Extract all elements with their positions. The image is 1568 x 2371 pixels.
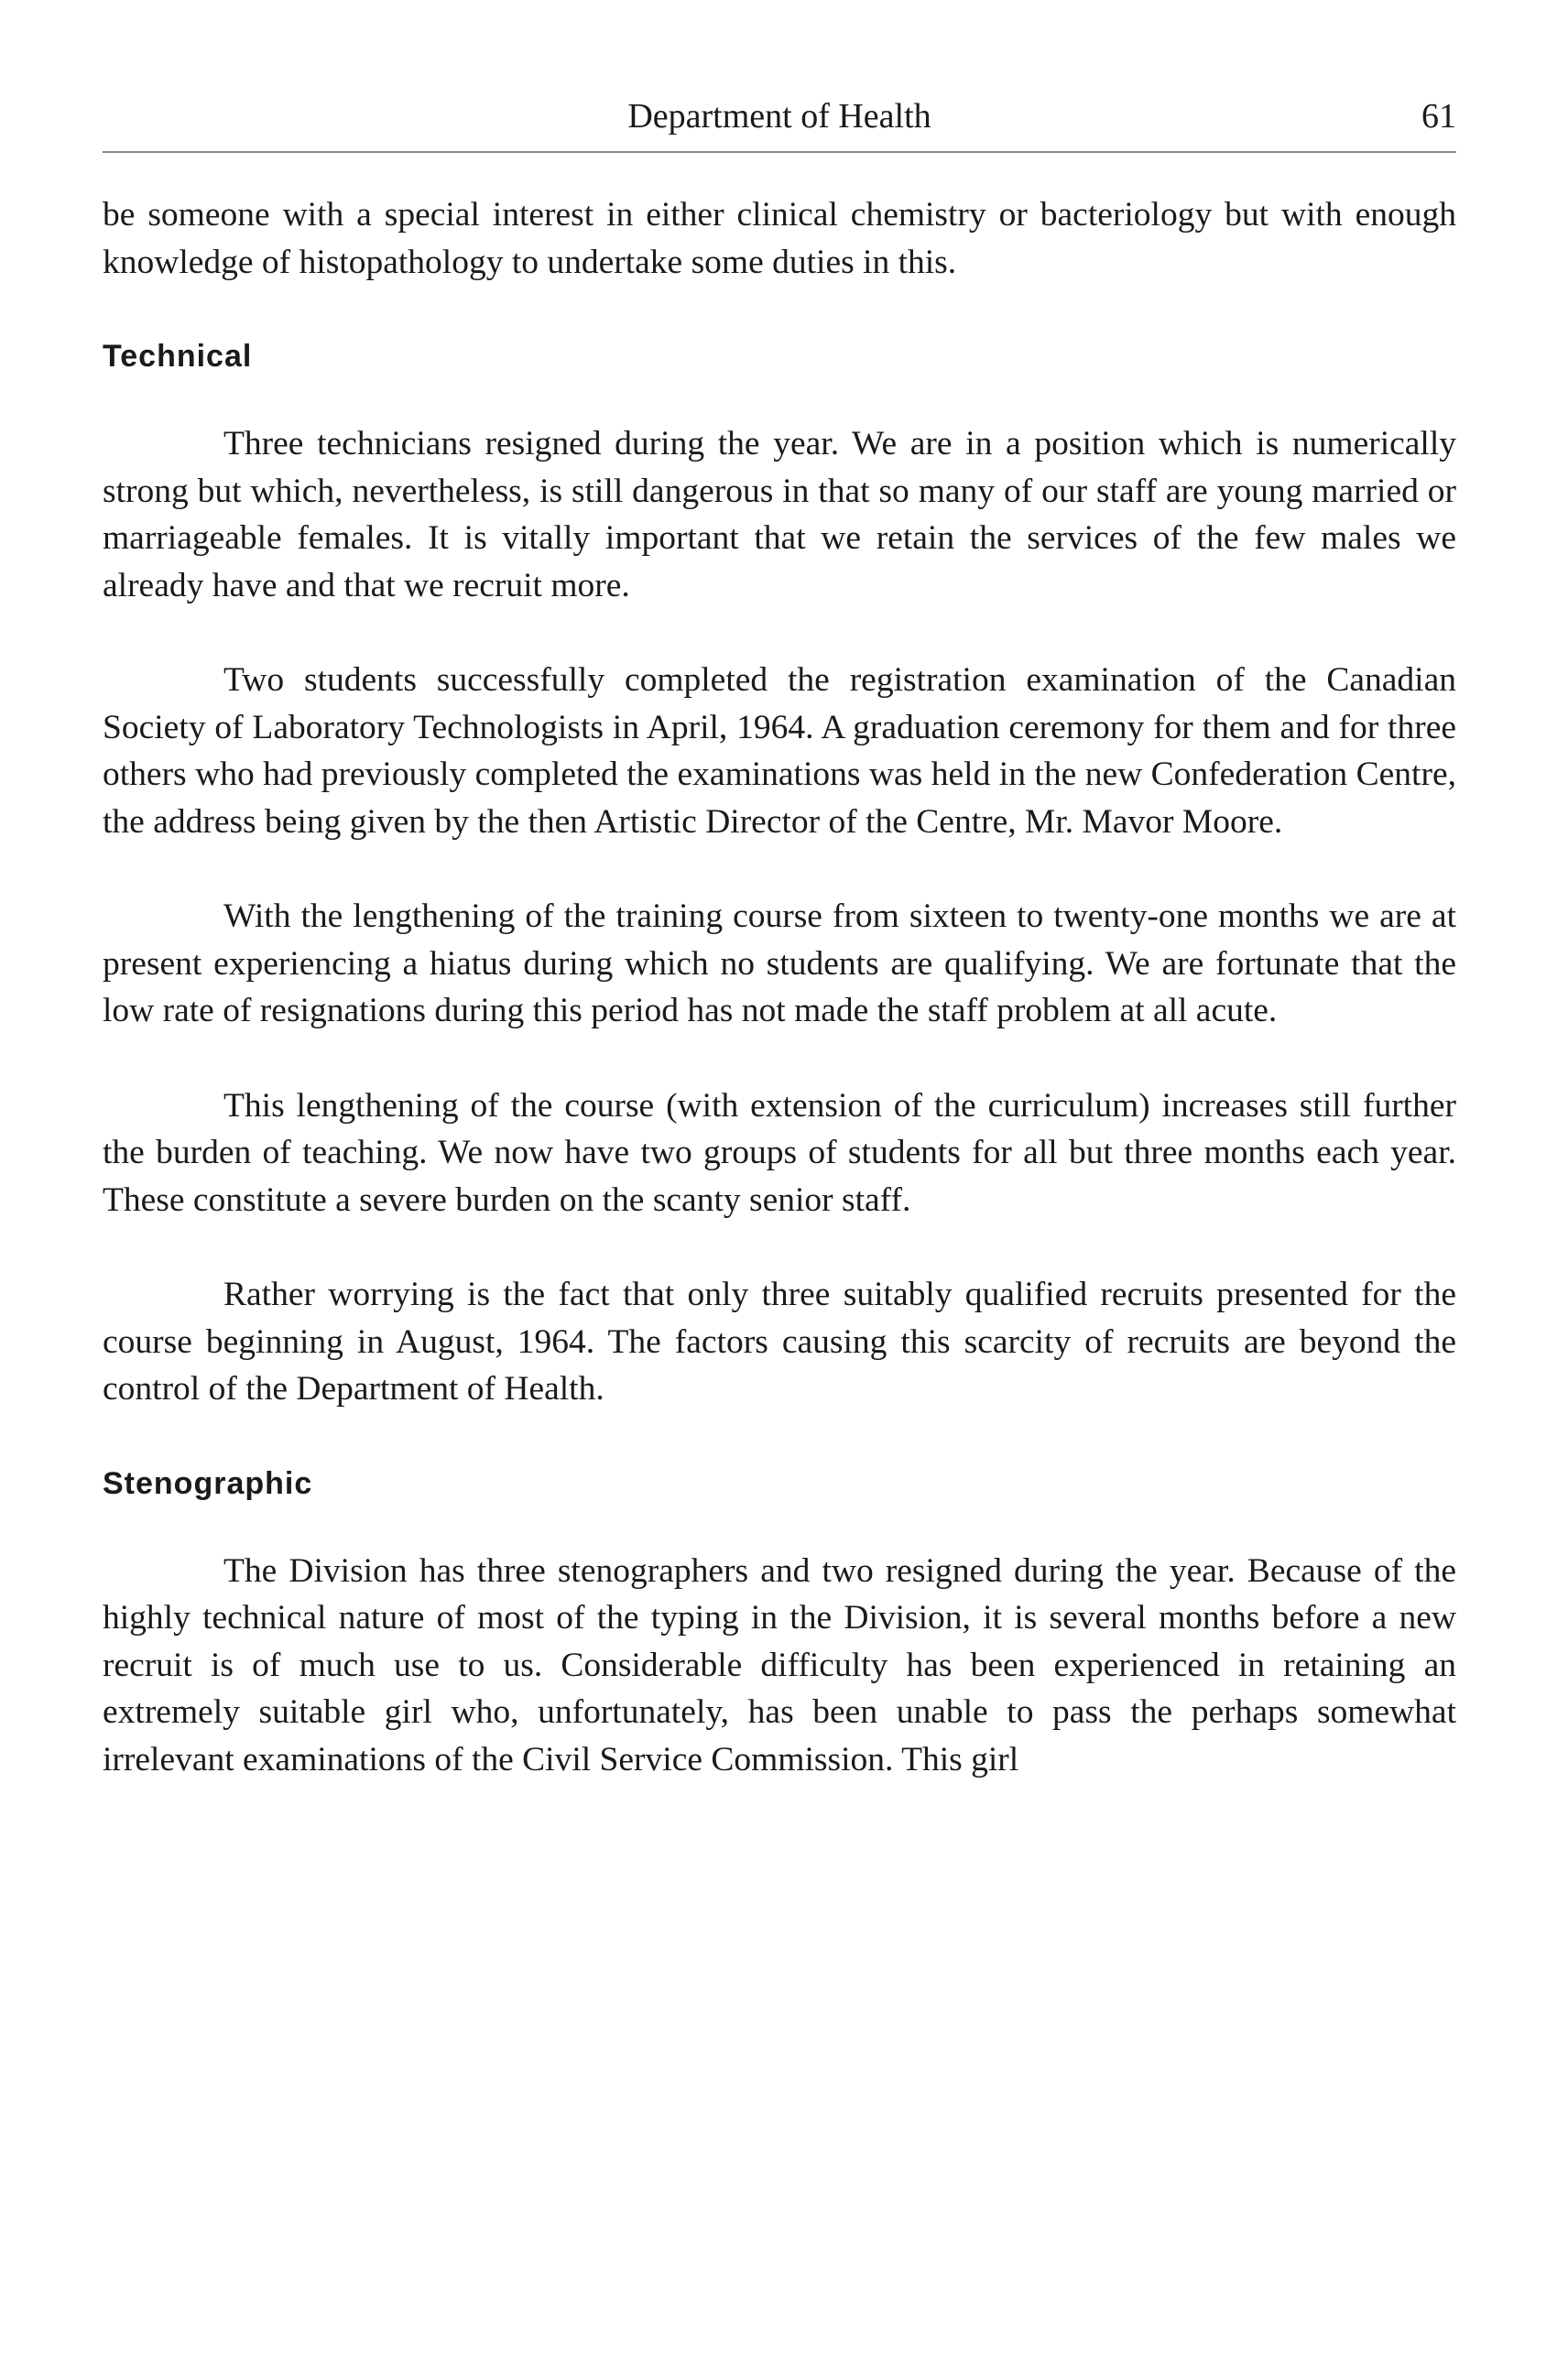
running-header: [103, 87, 1456, 146]
section-heading-technical: Technical: [103, 339, 253, 374]
paragraph: The Division has three stenographers and two resigned during the year. Because of the highly technical nature of most of the typing in the Division, it is several months before a new recruit is of much use to us. Considerable difficulty has been experienced in retaining an extremely suitable girl who, unfortunately, has been unable to pass the perhaps somewhat irrelevant examinations of the Civil Service Commission. This girl: [103, 1551, 1456, 1778]
header-rule: [103, 151, 1456, 153]
paragraph: This lengthening of the course (with extension of the curriculum) increases still further the burden of teaching. We now have two groups of students for all but three months each year. These constitute a severe burden on the scanty senior staff.: [103, 1086, 1456, 1219]
paragraph: Three technicians resigned during the year. We are in a position which is numerically strong but which, nevertheless, is still dangerous in that so many of our staff are young married or marriageable females. It is vitally important that we retain the services of the few males we already have and that we recruit more.: [103, 425, 1456, 604]
header-title: Department of Health: [627, 97, 931, 136]
page-number: 61: [1421, 97, 1456, 136]
paragraph: Two students successfully completed the registration examination of the Canadian Society of Laboratory Technologists in April, 1964. A graduation ceremony for them and for three others who had previously completed the examinations was held in the new Confederation Centre, the address being given by the then Artistic Director of the Centre, Mr. Mavor Moore.: [103, 661, 1456, 841]
paragraph: With the lengthening of the training course from sixteen to twenty-one months we are at present experiencing a hiatus during which no students are qualifying. We are fortunate that the low rate of resignations during this period has not made the staff problem at all acute.: [103, 897, 1456, 1029]
document-page: [103, 87, 1456, 1783]
section-heading-stenographic: Stenographic: [103, 1465, 313, 1501]
paragraph: Rather worrying is the fact that only three suitably qualified recruits presented for the course beginning in August, 1964. The factors causing this scarcity of recruits are beyond the control of the Department of Health.: [103, 1276, 1456, 1408]
opening-paragraph: be someone with a special interest in either clinical chemistry or bacteriology but with enough knowledge of histopathology to undertake some duties in this.: [103, 196, 1456, 281]
